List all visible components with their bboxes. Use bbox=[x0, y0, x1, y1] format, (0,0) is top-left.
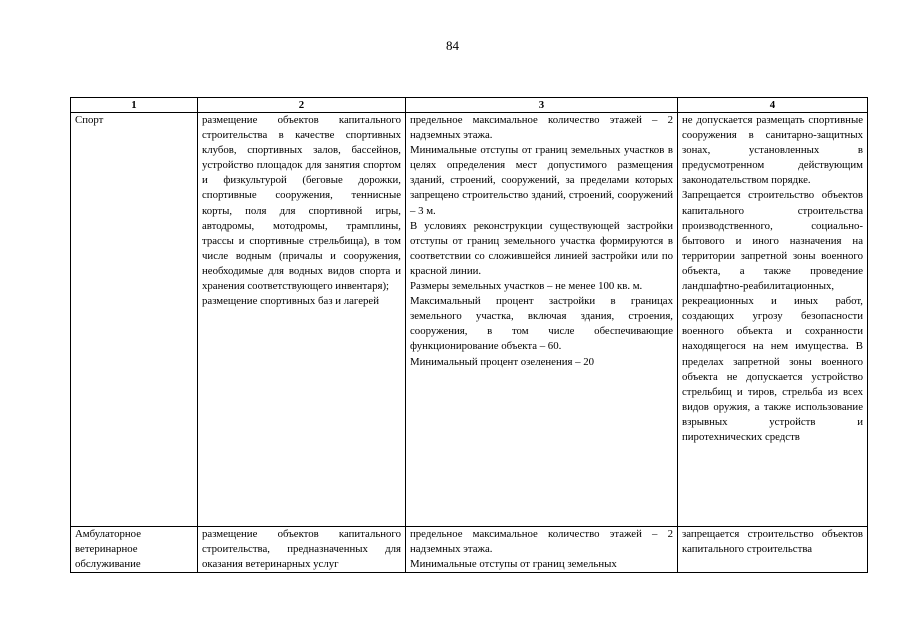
use-paragraph: размещение объектов капитального строительства, предназначенных для оказания ветеринарных услуг bbox=[202, 528, 401, 571]
use-paragraph: размещение спортивных баз и лагерей bbox=[202, 295, 379, 308]
use-paragraph: размещение объектов капитального строительства в качестве спортивных клубов, спортивных залов, бассейнов, устройство площадок для занятия спортом и физкультурой (беговые дорожки, спортивные сооружения, теннисные корты, поля для спортивной игры, автодромы, мотодромы, трамплины, трассы и спортивные стрельбища), в том числе водным (причалы и сооружения, необходимые для водных видов спорта и хранения соответствующего инвентаря); bbox=[202, 114, 401, 293]
restrictions bbox=[678, 527, 868, 573]
table-row bbox=[71, 527, 868, 573]
parameter-paragraph: В условиях реконструкции существующей застройки отступы от границ земельного участка формируются в соответствии со сложившейся линией застройки или по красной линии. bbox=[410, 219, 673, 277]
page-number: 84 bbox=[446, 38, 459, 53]
use-description bbox=[198, 527, 406, 573]
parameter-paragraph: Минимальный процент озеленения – 20 bbox=[410, 355, 595, 368]
column-header-3: 3 bbox=[406, 98, 678, 113]
use-type-name: Амбулаторное ветеринарное обслуживание bbox=[71, 527, 198, 573]
parameter-paragraph: Максимальный процент застройки в границах земельного участка, включая здания, строения, сооружения, в том числе обеспечивающие функционирование объекта – 60. bbox=[410, 295, 673, 353]
parameter-paragraph: Минимальные отступы от границ земельных bbox=[410, 558, 617, 571]
parameter-paragraph: Размеры земельных участков – не менее 100 кв. м. bbox=[410, 280, 643, 293]
use-type-name: Спорт bbox=[71, 113, 198, 527]
zoning-table bbox=[70, 97, 868, 573]
column-header-2: 2 bbox=[198, 98, 406, 113]
use-description bbox=[198, 113, 406, 527]
column-header-1: 1 bbox=[71, 98, 198, 113]
parameters bbox=[406, 113, 678, 527]
restrictions bbox=[678, 113, 868, 527]
restriction-paragraph: Запрещается строительство объектов капитального строительства производственного, социально-бытового и иного назначения на территории запретной зоны военного объекта, а также проведение ландшафтно-реабилитационных, рекреационных и иных работ, создающих угрозу безопасности военного объекта и сохранности находящегося на нем имущества. В пределах запретной зоны военного объекта не допускается устройство стрельбищ и тиров, стрельба из всех видов оружия, а также использование взрывных устройств и пиротехнических средств bbox=[682, 189, 863, 443]
column-header-4: 4 bbox=[678, 98, 868, 113]
restriction-paragraph: запрещается строительство объектов капитального строительства bbox=[682, 528, 863, 556]
parameter-paragraph: предельное максимальное количество этажей – 2 надземных этажа. bbox=[410, 114, 673, 142]
table-header-row bbox=[71, 98, 868, 113]
parameters bbox=[406, 527, 678, 573]
parameter-paragraph: Минимальные отступы от границ земельных участков в целях определения мест допустимого размещения зданий, строений, сооружений, за пределами которых запрещено строительство зданий, строений, сооружений – 3 м. bbox=[410, 144, 673, 217]
table-row bbox=[71, 113, 868, 527]
restriction-paragraph: не допускается размещать спортивные сооружения в санитарно-защитных зонах, установленных в предусмотренном действующим законодательством порядке. bbox=[682, 114, 863, 187]
parameter-paragraph: предельное максимальное количество этажей – 2 надземных этажа. bbox=[410, 528, 673, 556]
